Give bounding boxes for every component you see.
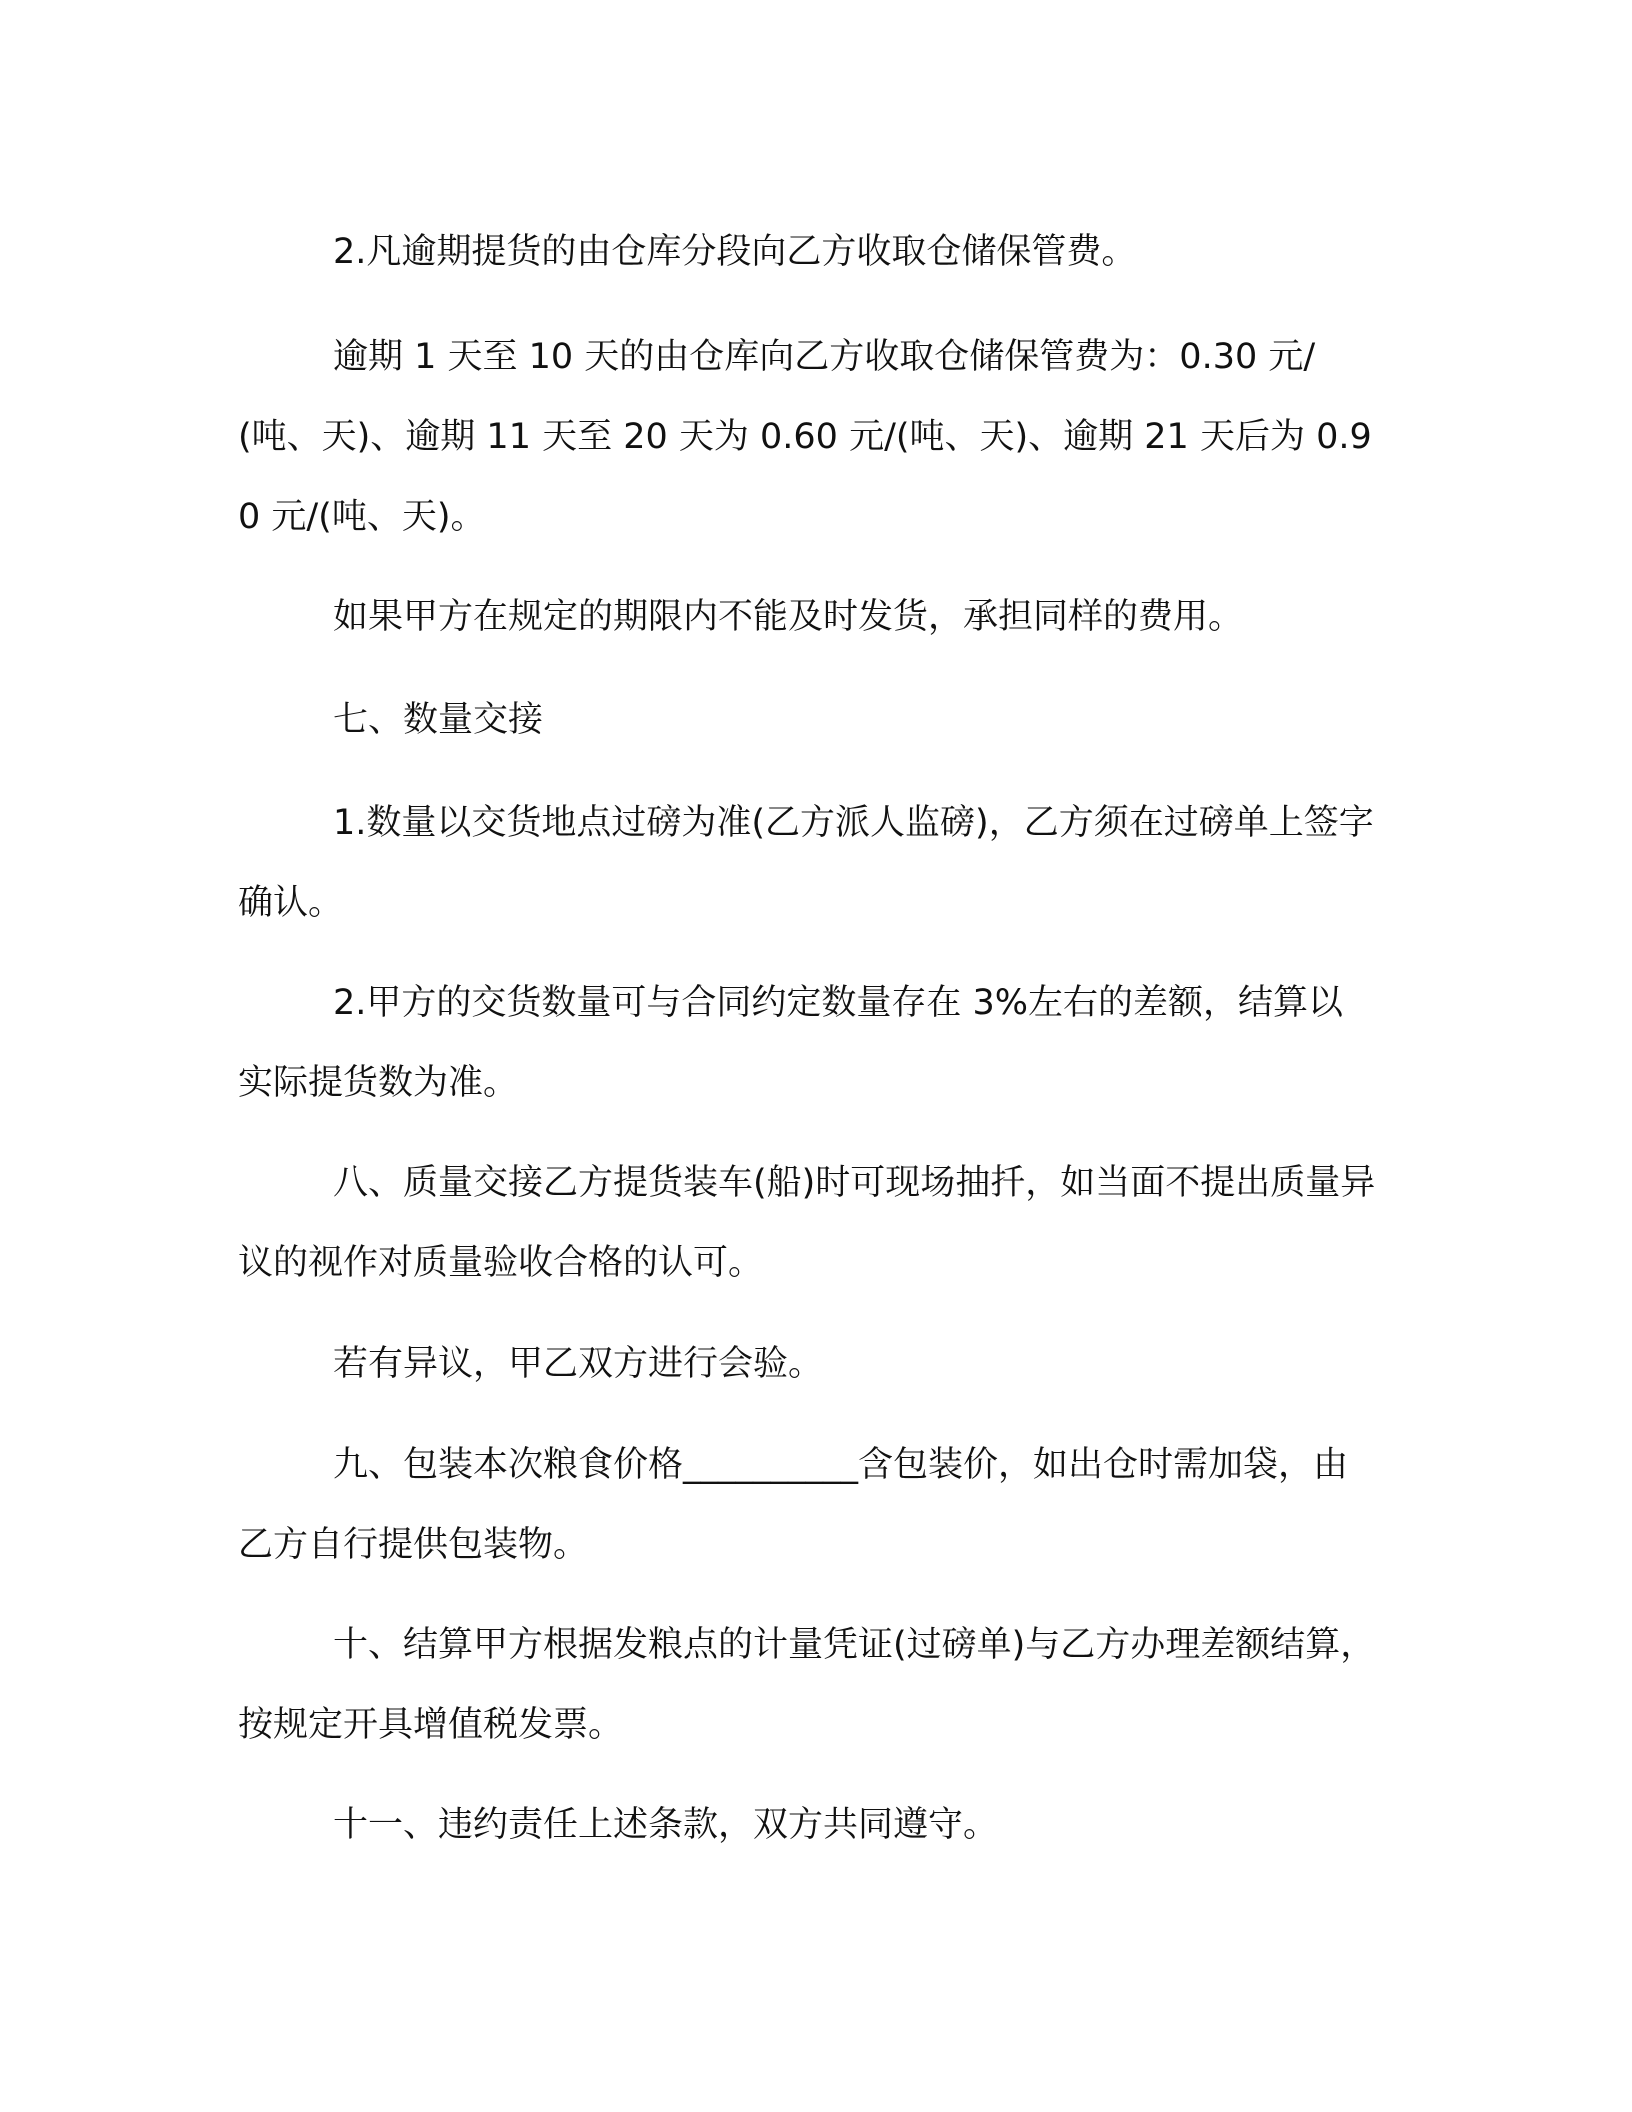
paragraph-settlement: 十、结算甲方根据发粮点的计量凭证(过磅单)与乙方办理差额结算，按规定开具增值税发票。 (238, 1625, 1376, 1745)
section-heading-quantity: 七、数量交接 (333, 700, 544, 740)
paragraph-packaging: 九、包装本次粮食价格__________含包装价，如出仓时需加袋，由乙方自行提供包装物。 (238, 1445, 1349, 1565)
paragraph-overdue-fee: 2.凡逾期提货的由仓库分段向乙方收取仓储保管费。 (333, 232, 1137, 272)
paragraph-breach: 十一、违约责任上述条款，双方共同遵守。 (333, 1805, 999, 1845)
paragraph-seller-delay: 如果甲方在规定的期限内不能及时发货，承担同样的费用。 (333, 597, 1244, 637)
paragraph-overdue-rates: 逾期 1 天至 10 天的由仓库向乙方收取仓储保管费为：0.30 元/(吨、天)、逾期 11 天至 20 天为 0.60 元/(吨、天)、逾期 21 天后为 0.90 元/(吨、天)。 (238, 337, 1372, 537)
paragraph-weighing: 1.数量以交货地点过磅为准(乙方派人监磅)，乙方须在过磅单上签字确认。 (238, 803, 1374, 923)
paragraph-objection: 若有异议，甲乙双方进行会验。 (333, 1344, 824, 1384)
paragraph-quality: 八、质量交接乙方提货装车(船)时可现场抽扦，如当面不提出质量异议的视作对质量验收合格的认可。 (238, 1163, 1376, 1283)
paragraph-quantity-tolerance: 2.甲方的交货数量可与合同约定数量存在 3%左右的差额，结算以实际提货数为准。 (238, 983, 1344, 1103)
